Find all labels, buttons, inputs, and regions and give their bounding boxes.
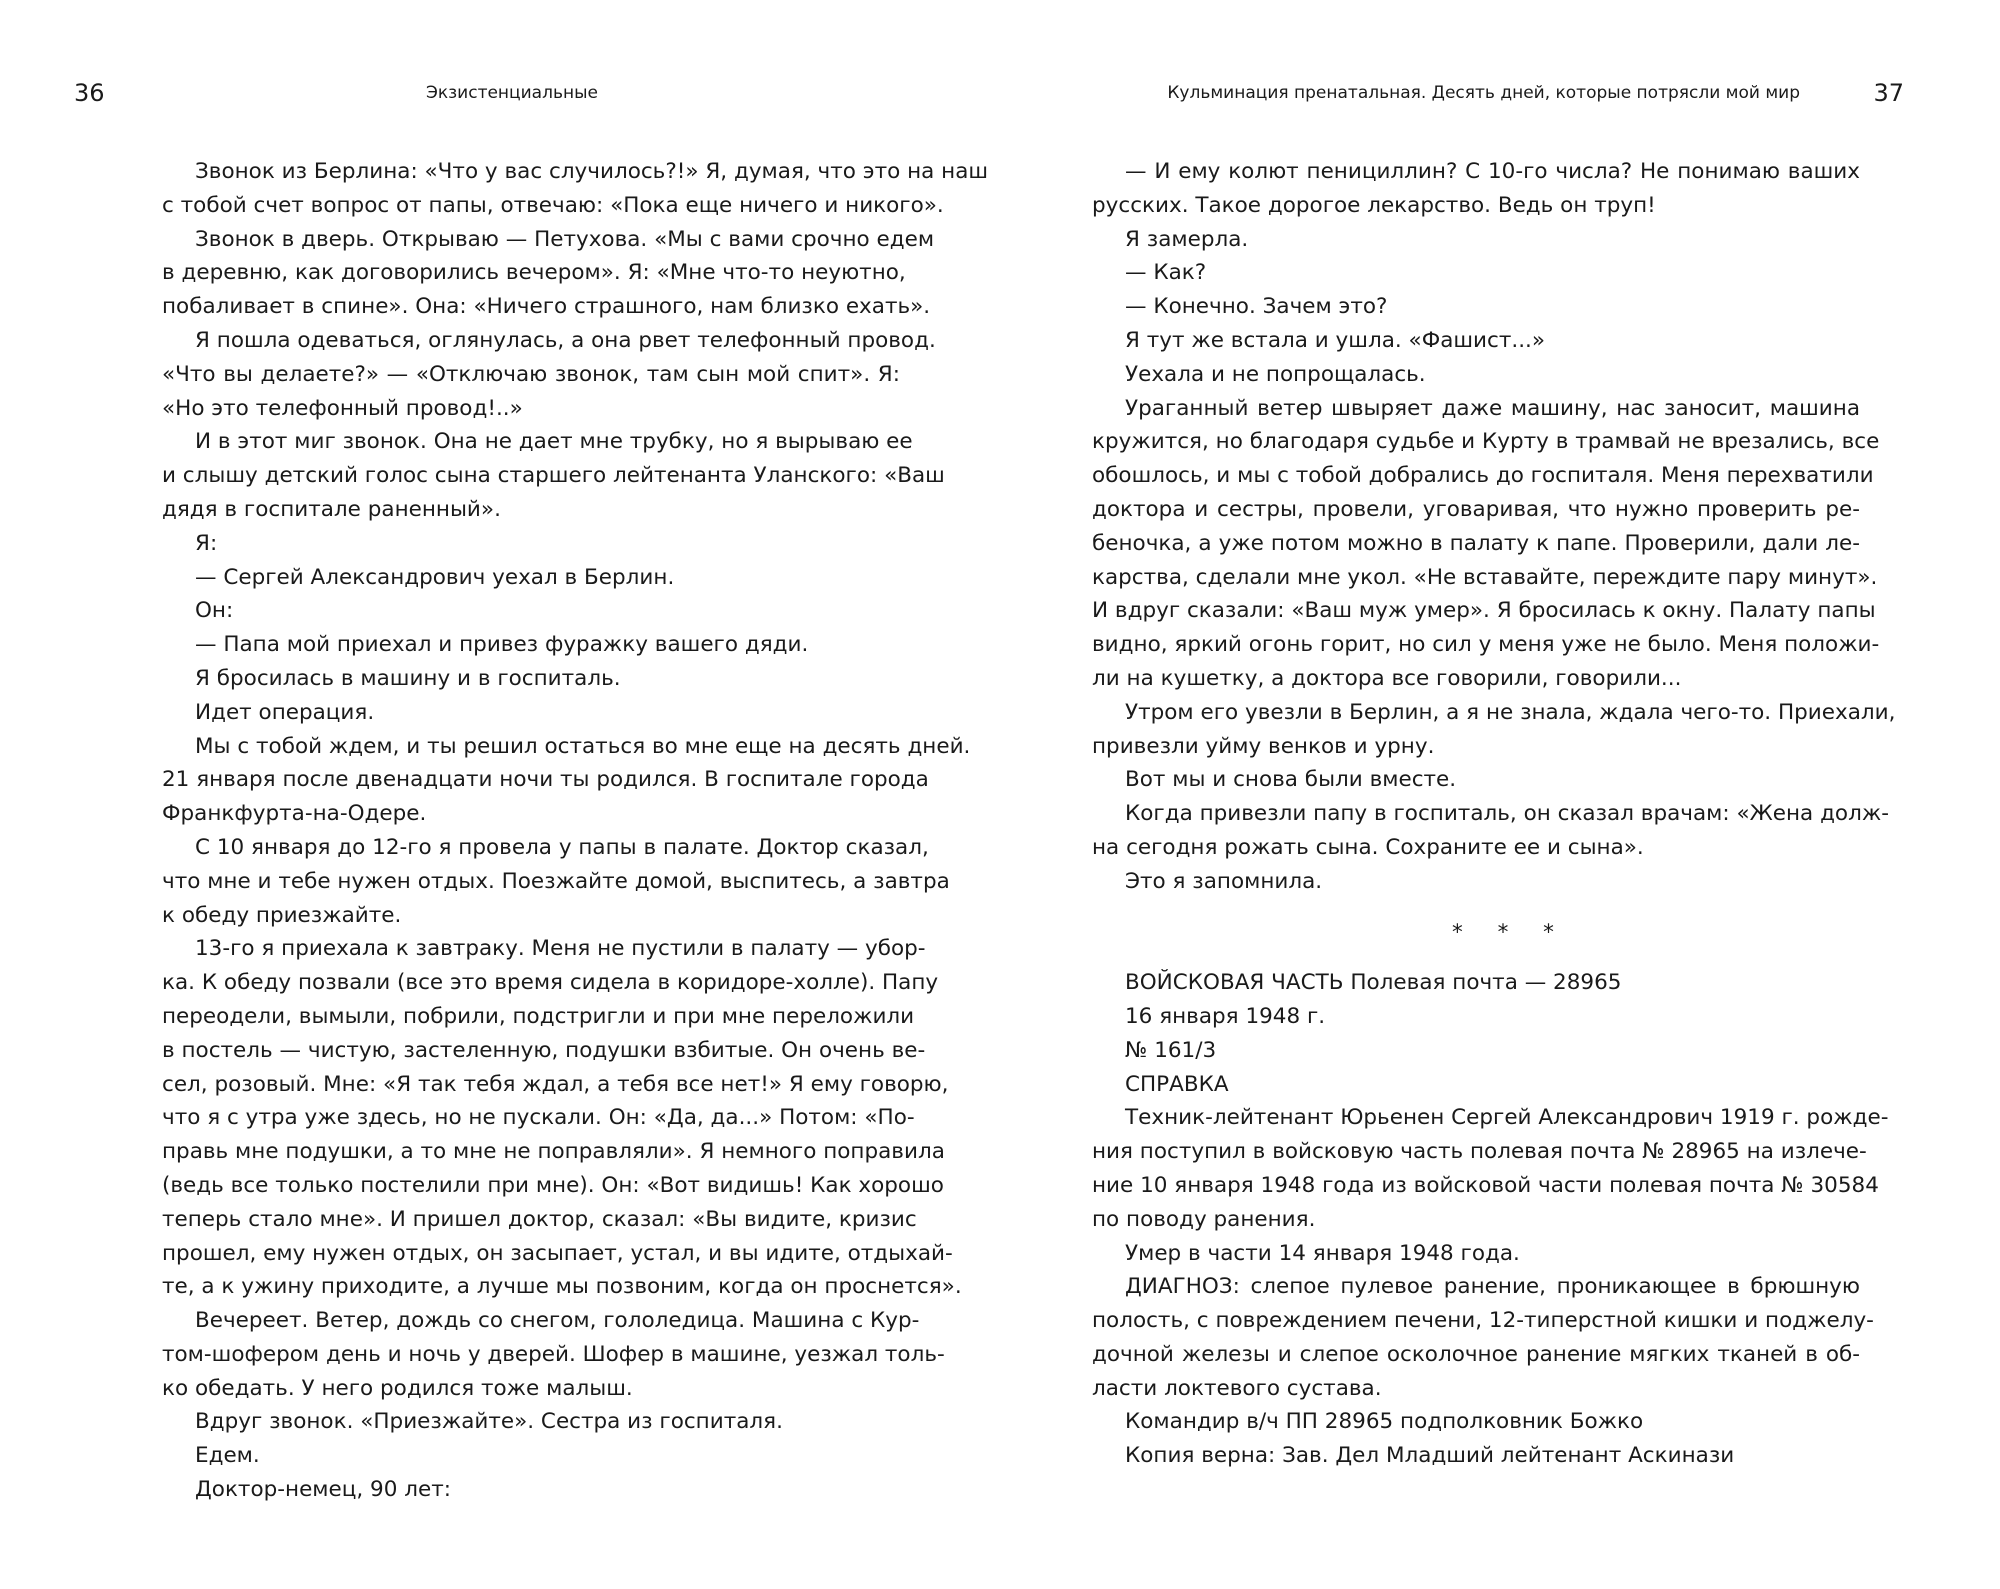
- document-line: Копия верна: Зав. Дел Младший лейтенант Аскинази: [1125, 1443, 1735, 1469]
- text-line: Франкфурта-на-Одере.: [162, 801, 427, 827]
- text-line: — Папа мой приехал и привез фуражку вашего дяди.: [195, 632, 809, 658]
- document-line: ДИАГНОЗ: слепое пулевое ранение, проникающее в брюшную: [1125, 1274, 1860, 1300]
- text-line: русских. Такое дорогое лекарство. Ведь он труп!: [1092, 192, 1656, 218]
- text-line: привезли уйму венков и урну.: [1092, 733, 1435, 759]
- document-line: ние 10 января 1948 года из войсковой части полевая почта № 30584: [1092, 1172, 1879, 1198]
- text-line: ли на кушетку, а доктора все говорили, говорили...: [1092, 665, 1682, 691]
- text-line: прошел, ему нужен отдых, он засыпает, устал, и вы идите, отдыхай-: [162, 1240, 953, 1266]
- document-line: дочной железы и слепое осколочное ранение мягких тканей в об-: [1092, 1341, 1860, 1367]
- text-line: — Как?: [1125, 260, 1207, 286]
- text-line: теперь стало мне». И пришел доктор, сказал: «Вы видите, кризис: [162, 1206, 917, 1232]
- text-line: Утром его увезли в Берлин, а я не знала, ждала чего-то. Приехали,: [1125, 699, 1896, 725]
- text-line: «Но это телефонный провод!..»: [162, 395, 523, 421]
- document-line: ния поступил в войсковую часть полевая почта № 28965 на излече-: [1092, 1139, 1867, 1165]
- right-page: [1000, 0, 2000, 1589]
- text-line: кружится, но благодаря судьбе и Курту в трамвай не врезались, все: [1092, 429, 1880, 455]
- document-line: СПРАВКА: [1125, 1071, 1229, 1097]
- text-line: и слышу детский голос сына старшего лейтенанта Уланского: «Ваш: [162, 463, 945, 489]
- text-line: сел, розовый. Мне: «Я так тебя ждал, а тебя все нет!» Я ему говорю,: [162, 1071, 949, 1097]
- document-line: полость, с повреждением печени, 12-типерстной кишки и поджелу-: [1092, 1308, 1874, 1334]
- text-line: Я пошла одеваться, оглянулась, а она рвет телефонный провод.: [195, 327, 936, 353]
- text-line: И вдруг сказали: «Ваш муж умер». Я бросилась к окну. Палату папы: [1092, 598, 1876, 624]
- document-line: 16 января 1948 г.: [1125, 1003, 1326, 1029]
- document-line: ВОЙСКОВАЯ ЧАСТЬ Полевая почта — 28965: [1125, 970, 1622, 996]
- text-line: — Сергей Александрович уехал в Берлин.: [195, 564, 675, 590]
- text-line: что мне и тебе нужен отдых. Поезжайте домой, выспитесь, а завтра: [162, 868, 950, 894]
- text-line: Когда привезли папу в госпиталь, он сказал врачам: «Жена долж-: [1125, 801, 1889, 827]
- text-line: том-шофером день и ночь у дверей. Шофер в машине, уезжал толь-: [162, 1341, 945, 1367]
- text-line: переодели, вымыли, побрили, подстригли и при мне переложили: [162, 1003, 915, 1029]
- page-number-right: 37: [1873, 79, 1904, 107]
- document-line: № 161/3: [1125, 1037, 1217, 1063]
- text-line: беночка, а уже потом можно в палату к папе. Проверили, дали ле-: [1092, 530, 1860, 556]
- text-line: Это я запомнила.: [1125, 868, 1323, 894]
- text-line: Идет операция.: [195, 699, 375, 725]
- text-line: 21 января после двенадцати ночи ты родился. В госпитале города: [162, 767, 929, 793]
- right-text-block: [1092, 155, 1896, 1473]
- running-head-left: Экзистенциальные: [426, 83, 598, 103]
- running-head-right: Кульминация пренатальная. Десять дней, которые потрясли мой мир: [1167, 83, 1800, 103]
- text-line: (ведь все только постелили при мне). Он: «Вот видишь! Как хорошо: [162, 1172, 944, 1198]
- text-line: Я:: [195, 530, 218, 556]
- text-line: Я тут же встала и ушла. «Фашист...»: [1125, 327, 1546, 353]
- text-line: те, а к ужину приходите, а лучше мы позвоним, когда он проснется».: [162, 1274, 962, 1300]
- left-text-block: [162, 155, 989, 1507]
- text-line: Вот мы и снова были вместе.: [1125, 767, 1457, 793]
- document-line: Умер в части 14 января 1948 года.: [1125, 1240, 1520, 1266]
- text-line: Я замерла.: [1125, 226, 1249, 252]
- text-line: Он:: [195, 598, 234, 624]
- text-line: С 10 января до 12-го я провела у папы в палате. Доктор сказал,: [195, 834, 929, 860]
- text-line: — И ему колют пенициллин? С 10-го числа? Не понимаю ваших: [1125, 159, 1860, 184]
- text-line: карства, сделали мне укол. «Не вставайте, переждите пару минут».: [1092, 564, 1878, 590]
- text-line: Вдруг звонок. «Приезжайте». Сестра из госпиталя.: [195, 1409, 783, 1435]
- text-line: правь мне подушки, а то мне не поправляли». Я немного поправила: [162, 1139, 945, 1165]
- text-line: к обеду приезжайте.: [162, 902, 402, 928]
- right-body-lines: [1092, 155, 1896, 899]
- text-line: дядя в госпитале раненный».: [162, 496, 501, 522]
- text-line: И в этот миг звонок. Она не дает мне трубку, но я вырываю ее: [195, 429, 913, 455]
- text-line: ко обедать. У него родился тоже малыш.: [162, 1375, 633, 1401]
- text-line: с тобой счет вопрос от папы, отвечаю: «Пока еще ничего и никого».: [162, 192, 944, 218]
- text-line: «Что вы делаете?» — «Отключаю звонок, там сын мой спит». Я:: [162, 361, 900, 387]
- text-line: ка. К обеду позвали (все это время сидела в коридоре-холле). Папу: [162, 970, 939, 996]
- text-line: Звонок в дверь. Открываю — Петухова. «Мы с вами срочно едем: [195, 226, 935, 252]
- page-number-left: 36: [74, 79, 105, 107]
- text-line: Ураганный ветер швыряет даже машину, нас заносит, машина: [1125, 395, 1860, 421]
- text-line: на сегодня рожать сына. Сохраните ее и сына».: [1092, 834, 1644, 860]
- section-separator: * * *: [1452, 919, 1568, 945]
- document-line: ласти локтевого сустава.: [1092, 1375, 1382, 1401]
- text-line: что я с утра уже здесь, но не пускали. Он: «Да, да...» Потом: «По-: [162, 1105, 915, 1131]
- text-line: в постель — чистую, застеленную, подушки взбитые. Он очень ве-: [162, 1037, 926, 1063]
- text-line: видно, яркий огонь горит, но сил у меня уже не было. Меня положи-: [1092, 632, 1880, 658]
- text-line: Вечереет. Ветер, дождь со снегом, гололедица. Машина с Кур-: [195, 1308, 920, 1334]
- text-line: Мы с тобой ждем, и ты решил остаться во мне еще на десять дней.: [195, 733, 971, 759]
- text-line: Едем.: [195, 1443, 260, 1469]
- text-line: 13-го я приехала к завтраку. Меня не пустили в палату — убор-: [195, 936, 926, 962]
- document-line: по поводу ранения.: [1092, 1206, 1316, 1232]
- text-line: в деревню, как договорились вечером». Я: «Мне что-то неуютно,: [162, 260, 906, 286]
- document-line: Командир в/ч ПП 28965 подполковник Божко: [1125, 1409, 1644, 1435]
- certificate-document: [1092, 966, 1889, 1473]
- text-line: Звонок из Берлина: «Что у вас случилось?!» Я, думая, что это на наш: [195, 159, 989, 184]
- text-line: Уехала и не попрощалась.: [1125, 361, 1426, 387]
- text-line: Доктор-немец, 90 лет:: [195, 1477, 451, 1503]
- document-line: Техник-лейтенант Юрьенен Сергей Александрович 1919 г. рожде-: [1125, 1105, 1889, 1131]
- text-line: — Конечно. Зачем это?: [1125, 294, 1388, 320]
- text-line: Я бросилась в машину и в госпиталь.: [195, 665, 621, 691]
- text-line: побаливает в спине». Она: «Ничего страшного, нам близко ехать».: [162, 294, 931, 320]
- text-line: доктора и сестры, провели, уговаривая, что нужно проверить ре-: [1092, 496, 1860, 522]
- text-line: обошлось, и мы с тобой добрались до госпиталя. Меня перехватили: [1092, 463, 1874, 489]
